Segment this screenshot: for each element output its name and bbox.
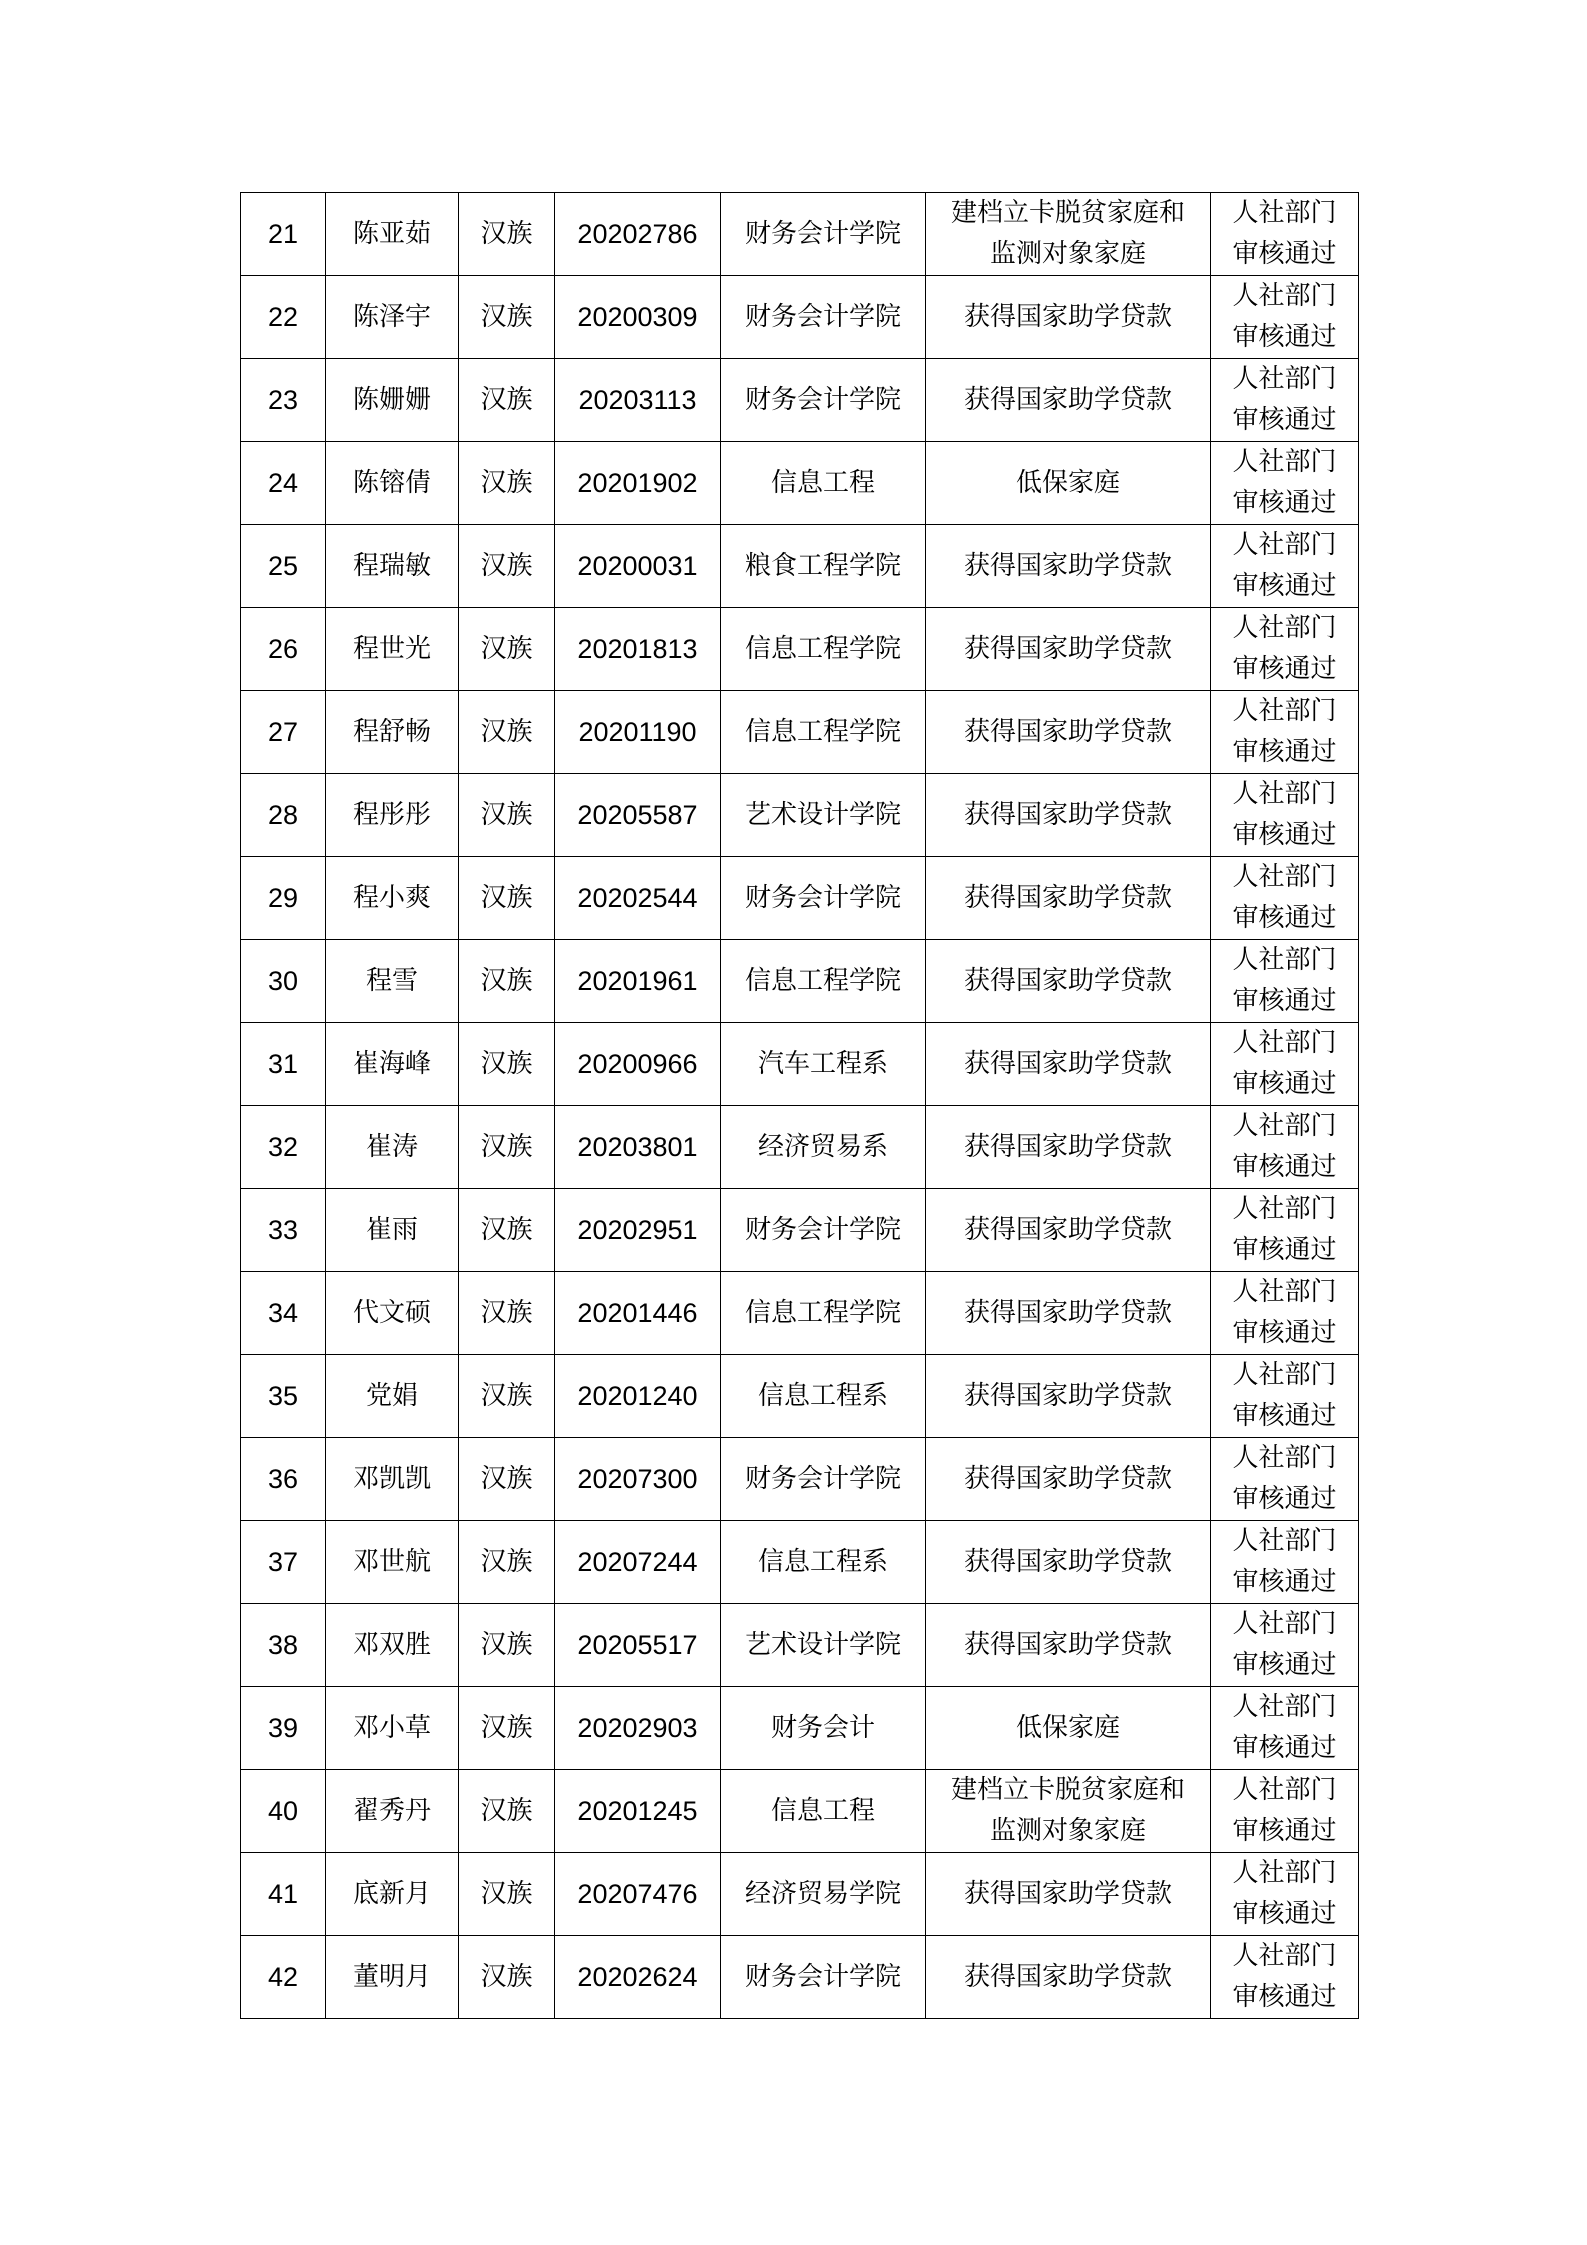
cell-aid-category-line: 获得国家助学贷款	[963, 1131, 1172, 1162]
table-row	[241, 1687, 1359, 1770]
cell-aid-category-line: 获得国家助学贷款	[963, 1961, 1172, 1992]
cell-aid-category	[926, 1355, 1211, 1438]
cell-review-status	[1211, 525, 1359, 608]
cell-aid-category	[926, 1853, 1211, 1936]
cell-ethnicity: 汉族	[459, 193, 555, 276]
cell-row-number: 40	[241, 1770, 326, 1853]
table-row	[241, 774, 1359, 857]
cell-aid-category	[926, 442, 1211, 525]
cell-aid-category	[926, 608, 1211, 691]
cell-aid-category-line: 获得国家助学贷款	[963, 1878, 1172, 1909]
cell-aid-category-line: 获得国家助学贷款	[963, 1214, 1172, 1245]
cell-student-name: 代文硕	[326, 1272, 459, 1355]
cell-review-status-line: 人社部门	[1232, 1443, 1337, 1473]
cell-aid-category-line: 获得国家助学贷款	[963, 1048, 1172, 1079]
cell-review-status-line: 审核通过	[1232, 1816, 1337, 1846]
table-row	[241, 1355, 1359, 1438]
cell-aid-category	[926, 1521, 1211, 1604]
cell-student-id: 20202786	[555, 193, 721, 276]
cell-review-status-line: 审核通过	[1232, 571, 1337, 601]
cell-review-status-line: 人社部门	[1232, 779, 1337, 809]
cell-aid-category-line: 低保家庭	[1015, 1712, 1120, 1743]
cell-aid-category-line: 获得国家助学贷款	[963, 633, 1172, 664]
cell-aid-category	[926, 1604, 1211, 1687]
cell-review-status-line: 人社部门	[1232, 530, 1337, 560]
table-row	[241, 1936, 1359, 2019]
cell-row-number: 41	[241, 1853, 326, 1936]
cell-college: 经济贸易学院	[721, 1853, 926, 1936]
cell-student-name: 邓凯凯	[326, 1438, 459, 1521]
cell-ethnicity: 汉族	[459, 1023, 555, 1106]
cell-review-status-line: 审核通过	[1232, 1982, 1337, 2012]
cell-student-name: 陈姗姗	[326, 359, 459, 442]
cell-row-number: 35	[241, 1355, 326, 1438]
cell-review-status-line: 审核通过	[1232, 405, 1337, 435]
cell-ethnicity: 汉族	[459, 1936, 555, 2019]
cell-review-status-line: 审核通过	[1232, 1401, 1337, 1431]
cell-aid-category-line: 建档立卡脱贫家庭和	[950, 1775, 1185, 1805]
cell-college: 财务会计学院	[721, 1438, 926, 1521]
cell-ethnicity: 汉族	[459, 359, 555, 442]
cell-review-status	[1211, 1604, 1359, 1687]
cell-review-status	[1211, 193, 1359, 276]
cell-row-number: 38	[241, 1604, 326, 1687]
cell-student-id: 20200031	[555, 525, 721, 608]
cell-review-status	[1211, 442, 1359, 525]
cell-row-number: 26	[241, 608, 326, 691]
cell-review-status-line: 人社部门	[1232, 1692, 1337, 1722]
cell-row-number: 24	[241, 442, 326, 525]
cell-ethnicity: 汉族	[459, 1106, 555, 1189]
table-row	[241, 940, 1359, 1023]
cell-aid-category-line: 获得国家助学贷款	[963, 1463, 1172, 1494]
cell-review-status	[1211, 691, 1359, 774]
cell-review-status-line: 人社部门	[1232, 1360, 1337, 1390]
cell-review-status-line: 人社部门	[1232, 1194, 1337, 1224]
cell-student-id: 20201240	[555, 1355, 721, 1438]
cell-aid-category-line: 低保家庭	[1015, 467, 1120, 498]
table-row	[241, 857, 1359, 940]
cell-row-number: 36	[241, 1438, 326, 1521]
cell-college: 信息工程	[721, 1770, 926, 1853]
cell-review-status-line: 人社部门	[1232, 447, 1337, 477]
cell-aid-category	[926, 1936, 1211, 2019]
cell-row-number: 32	[241, 1106, 326, 1189]
cell-aid-category-line: 获得国家助学贷款	[963, 716, 1172, 747]
cell-college: 艺术设计学院	[721, 1604, 926, 1687]
cell-review-status	[1211, 1272, 1359, 1355]
cell-student-id: 20201446	[555, 1272, 721, 1355]
cell-row-number: 27	[241, 691, 326, 774]
cell-review-status	[1211, 1687, 1359, 1770]
cell-student-id: 20201902	[555, 442, 721, 525]
cell-review-status-line: 审核通过	[1232, 1567, 1337, 1597]
cell-review-status	[1211, 1106, 1359, 1189]
cell-student-name: 崔海峰	[326, 1023, 459, 1106]
cell-review-status-line: 人社部门	[1232, 1277, 1337, 1307]
cell-aid-category-line: 获得国家助学贷款	[963, 965, 1172, 996]
cell-review-status-line: 人社部门	[1232, 1526, 1337, 1556]
cell-review-status-line: 人社部门	[1232, 613, 1337, 643]
cell-college: 艺术设计学院	[721, 774, 926, 857]
cell-college: 财务会计学院	[721, 857, 926, 940]
cell-ethnicity: 汉族	[459, 857, 555, 940]
cell-student-id: 20203113	[555, 359, 721, 442]
cell-review-status	[1211, 1936, 1359, 2019]
cell-review-status	[1211, 857, 1359, 940]
cell-review-status	[1211, 1853, 1359, 1936]
cell-student-id: 20205587	[555, 774, 721, 857]
cell-ethnicity: 汉族	[459, 1438, 555, 1521]
cell-student-id: 20207300	[555, 1438, 721, 1521]
table-row	[241, 608, 1359, 691]
cell-aid-category-line: 监测对象家庭	[989, 239, 1146, 269]
cell-review-status	[1211, 1521, 1359, 1604]
cell-college: 信息工程学院	[721, 691, 926, 774]
cell-aid-category-line: 获得国家助学贷款	[963, 1380, 1172, 1411]
cell-row-number: 22	[241, 276, 326, 359]
cell-review-status-line: 审核通过	[1232, 1484, 1337, 1514]
cell-review-status-line: 审核通过	[1232, 1235, 1337, 1265]
cell-row-number: 21	[241, 193, 326, 276]
cell-row-number: 31	[241, 1023, 326, 1106]
cell-college: 财务会计	[721, 1687, 926, 1770]
cell-student-name: 邓双胜	[326, 1604, 459, 1687]
table-row	[241, 1023, 1359, 1106]
cell-ethnicity: 汉族	[459, 691, 555, 774]
table-row	[241, 1770, 1359, 1853]
cell-student-name: 陈镕倩	[326, 442, 459, 525]
table-row	[241, 276, 1359, 359]
cell-student-name: 董明月	[326, 1936, 459, 2019]
cell-row-number: 33	[241, 1189, 326, 1272]
cell-row-number: 34	[241, 1272, 326, 1355]
cell-review-status	[1211, 774, 1359, 857]
cell-review-status-line: 审核通过	[1232, 1069, 1337, 1099]
cell-review-status-line: 人社部门	[1232, 1941, 1337, 1971]
cell-review-status-line: 人社部门	[1232, 1609, 1337, 1639]
cell-aid-category	[926, 940, 1211, 1023]
cell-college: 信息工程	[721, 442, 926, 525]
cell-ethnicity: 汉族	[459, 1272, 555, 1355]
cell-aid-category	[926, 1023, 1211, 1106]
cell-aid-category-line: 获得国家助学贷款	[963, 1297, 1172, 1328]
cell-student-name: 程世光	[326, 608, 459, 691]
cell-ethnicity: 汉族	[459, 525, 555, 608]
cell-college: 财务会计学院	[721, 1189, 926, 1272]
cell-ethnicity: 汉族	[459, 1355, 555, 1438]
cell-review-status-line: 人社部门	[1232, 1775, 1337, 1805]
cell-student-name: 崔涛	[326, 1106, 459, 1189]
cell-ethnicity: 汉族	[459, 608, 555, 691]
cell-student-name: 程雪	[326, 940, 459, 1023]
table-row	[241, 1272, 1359, 1355]
cell-student-id: 20201245	[555, 1770, 721, 1853]
cell-review-status-line: 人社部门	[1232, 862, 1337, 892]
cell-aid-category-line: 监测对象家庭	[989, 1816, 1146, 1846]
cell-college: 粮食工程学院	[721, 525, 926, 608]
cell-aid-category	[926, 276, 1211, 359]
cell-student-id: 20202544	[555, 857, 721, 940]
cell-ethnicity: 汉族	[459, 1604, 555, 1687]
cell-student-name: 翟秀丹	[326, 1770, 459, 1853]
cell-row-number: 39	[241, 1687, 326, 1770]
cell-student-name: 程舒畅	[326, 691, 459, 774]
cell-ethnicity: 汉族	[459, 1853, 555, 1936]
cell-review-status-line: 审核通过	[1232, 737, 1337, 767]
cell-aid-category	[926, 525, 1211, 608]
cell-review-status	[1211, 940, 1359, 1023]
cell-review-status-line: 审核通过	[1232, 903, 1337, 933]
table-row	[241, 1189, 1359, 1272]
table-row	[241, 1106, 1359, 1189]
cell-student-id: 20202951	[555, 1189, 721, 1272]
cell-student-id: 20202624	[555, 1936, 721, 2019]
cell-review-status-line: 审核通过	[1232, 488, 1337, 518]
cell-review-status	[1211, 1355, 1359, 1438]
cell-review-status-line: 审核通过	[1232, 1899, 1337, 1929]
table-row	[241, 1438, 1359, 1521]
cell-student-id: 20200309	[555, 276, 721, 359]
cell-aid-category	[926, 774, 1211, 857]
table-body	[241, 193, 1359, 2019]
cell-student-name: 底新月	[326, 1853, 459, 1936]
cell-college: 信息工程学院	[721, 1272, 926, 1355]
cell-student-id: 20207476	[555, 1853, 721, 1936]
cell-aid-category	[926, 857, 1211, 940]
cell-aid-category-line: 获得国家助学贷款	[963, 384, 1172, 415]
cell-student-id: 20207244	[555, 1521, 721, 1604]
cell-ethnicity: 汉族	[459, 1770, 555, 1853]
cell-student-name: 程瑞敏	[326, 525, 459, 608]
cell-student-id: 20201961	[555, 940, 721, 1023]
table-row	[241, 1521, 1359, 1604]
cell-ethnicity: 汉族	[459, 1189, 555, 1272]
cell-review-status-line: 人社部门	[1232, 945, 1337, 975]
cell-college: 经济贸易系	[721, 1106, 926, 1189]
cell-college: 汽车工程系	[721, 1023, 926, 1106]
cell-review-status-line: 人社部门	[1232, 696, 1337, 726]
cell-student-name: 邓小草	[326, 1687, 459, 1770]
cell-review-status	[1211, 608, 1359, 691]
cell-student-name: 陈泽宇	[326, 276, 459, 359]
cell-ethnicity: 汉族	[459, 1687, 555, 1770]
table-row	[241, 1853, 1359, 1936]
cell-student-id: 20201190	[555, 691, 721, 774]
cell-review-status	[1211, 1023, 1359, 1106]
cell-ethnicity: 汉族	[459, 276, 555, 359]
cell-ethnicity: 汉族	[459, 940, 555, 1023]
cell-review-status-line: 审核通过	[1232, 1733, 1337, 1763]
cell-review-status-line: 人社部门	[1232, 198, 1337, 228]
cell-review-status-line: 人社部门	[1232, 1028, 1337, 1058]
cell-aid-category-line: 获得国家助学贷款	[963, 1629, 1172, 1660]
cell-college: 财务会计学院	[721, 193, 926, 276]
cell-student-name: 党娟	[326, 1355, 459, 1438]
cell-aid-category	[926, 1272, 1211, 1355]
cell-aid-category	[926, 359, 1211, 442]
table-row	[241, 442, 1359, 525]
cell-aid-category-line: 建档立卡脱贫家庭和	[950, 198, 1185, 228]
cell-review-status-line: 人社部门	[1232, 364, 1337, 394]
cell-row-number: 37	[241, 1521, 326, 1604]
cell-ethnicity: 汉族	[459, 442, 555, 525]
cell-student-name: 程小爽	[326, 857, 459, 940]
cell-student-name: 陈亚茹	[326, 193, 459, 276]
cell-college: 财务会计学院	[721, 1936, 926, 2019]
cell-aid-category-line: 获得国家助学贷款	[963, 799, 1172, 830]
cell-student-name: 程彤彤	[326, 774, 459, 857]
cell-college: 财务会计学院	[721, 359, 926, 442]
cell-aid-category	[926, 193, 1211, 276]
cell-aid-category	[926, 691, 1211, 774]
cell-ethnicity: 汉族	[459, 1521, 555, 1604]
table-row	[241, 1604, 1359, 1687]
cell-college: 信息工程系	[721, 1521, 926, 1604]
table-row	[241, 193, 1359, 276]
cell-review-status-line: 审核通过	[1232, 1650, 1337, 1680]
cell-student-id: 20201813	[555, 608, 721, 691]
cell-aid-category	[926, 1106, 1211, 1189]
cell-review-status-line: 审核通过	[1232, 239, 1337, 269]
cell-review-status	[1211, 276, 1359, 359]
table-row	[241, 359, 1359, 442]
cell-row-number: 28	[241, 774, 326, 857]
cell-student-id: 20202903	[555, 1687, 721, 1770]
cell-aid-category-line: 获得国家助学贷款	[963, 882, 1172, 913]
cell-student-id: 20203801	[555, 1106, 721, 1189]
cell-row-number: 42	[241, 1936, 326, 2019]
cell-student-id: 20200966	[555, 1023, 721, 1106]
cell-student-id: 20205517	[555, 1604, 721, 1687]
cell-review-status-line: 审核通过	[1232, 654, 1337, 684]
cell-college: 财务会计学院	[721, 276, 926, 359]
cell-row-number: 29	[241, 857, 326, 940]
cell-review-status-line: 审核通过	[1232, 820, 1337, 850]
cell-aid-category	[926, 1189, 1211, 1272]
cell-review-status-line: 审核通过	[1232, 1152, 1337, 1182]
cell-review-status-line: 审核通过	[1232, 322, 1337, 352]
cell-review-status-line: 人社部门	[1232, 1111, 1337, 1141]
student-aid-table	[240, 192, 1359, 2019]
cell-aid-category-line: 获得国家助学贷款	[963, 550, 1172, 581]
cell-review-status	[1211, 1438, 1359, 1521]
cell-review-status-line: 审核通过	[1232, 986, 1337, 1016]
cell-review-status-line: 人社部门	[1232, 1858, 1337, 1888]
cell-college: 信息工程学院	[721, 608, 926, 691]
cell-ethnicity: 汉族	[459, 774, 555, 857]
cell-row-number: 30	[241, 940, 326, 1023]
cell-row-number: 25	[241, 525, 326, 608]
cell-review-status	[1211, 1770, 1359, 1853]
cell-aid-category	[926, 1438, 1211, 1521]
cell-review-status	[1211, 1189, 1359, 1272]
table-row	[241, 525, 1359, 608]
cell-college: 信息工程系	[721, 1355, 926, 1438]
cell-aid-category	[926, 1770, 1211, 1853]
cell-college: 信息工程学院	[721, 940, 926, 1023]
cell-aid-category-line: 获得国家助学贷款	[963, 301, 1172, 332]
cell-review-status	[1211, 359, 1359, 442]
cell-review-status-line: 审核通过	[1232, 1318, 1337, 1348]
cell-review-status-line: 人社部门	[1232, 281, 1337, 311]
cell-student-name: 邓世航	[326, 1521, 459, 1604]
cell-aid-category	[926, 1687, 1211, 1770]
table-row	[241, 691, 1359, 774]
cell-row-number: 23	[241, 359, 326, 442]
cell-aid-category-line: 获得国家助学贷款	[963, 1546, 1172, 1577]
cell-student-name: 崔雨	[326, 1189, 459, 1272]
